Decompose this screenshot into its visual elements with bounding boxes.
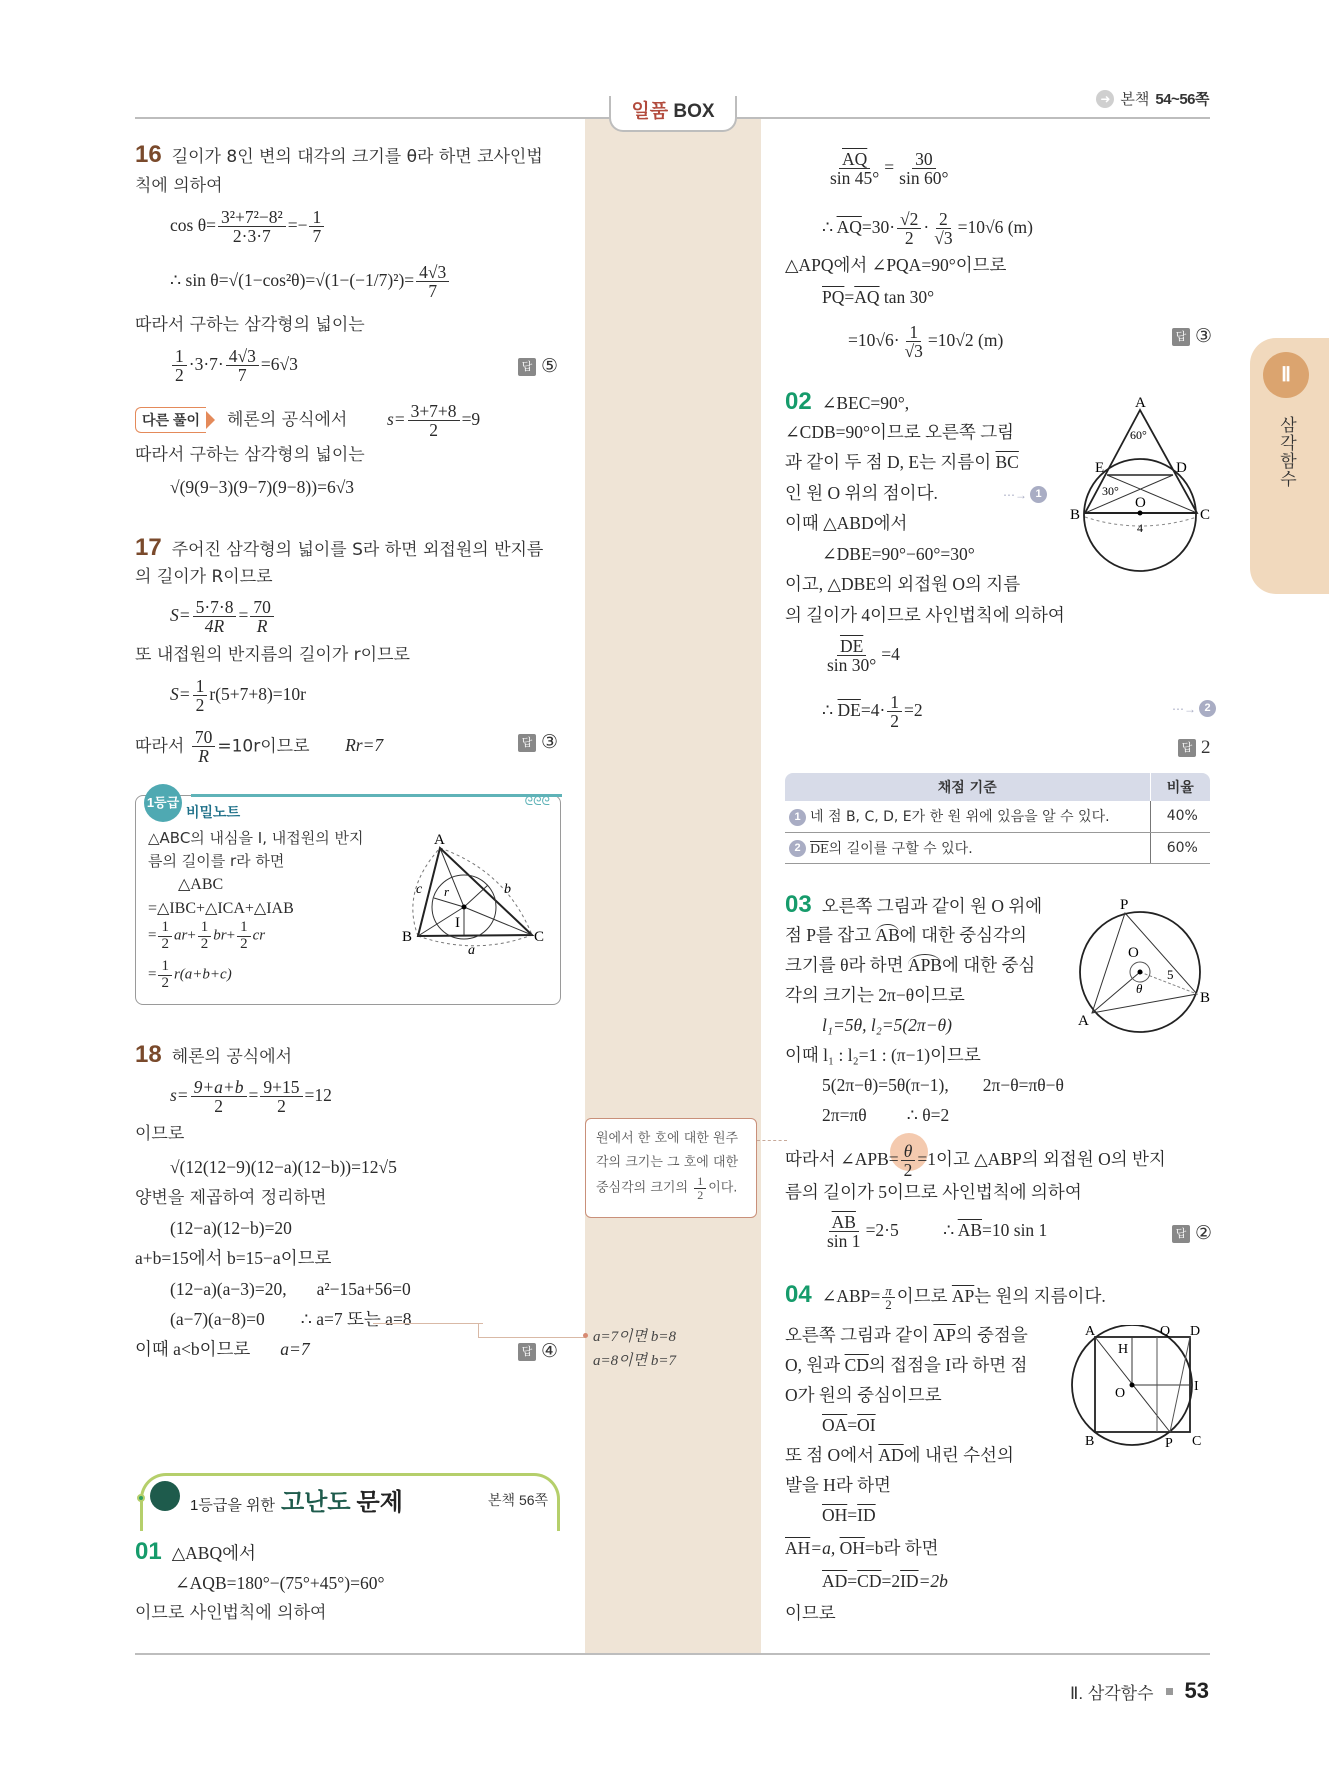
circle-figure-03 bbox=[1070, 895, 1230, 1045]
secret-note-title: 비밀노트 bbox=[186, 804, 241, 820]
svg-text:B: B bbox=[1070, 507, 1081, 523]
square-circle-figure-04 bbox=[1070, 1325, 1230, 1460]
svg-text:C: C bbox=[534, 929, 545, 945]
note-eq-terms: = $\frac{1}{2}$ ar+ $\frac{1}{2}$ br+ $\frac{1}{2}$ cr bbox=[148, 919, 266, 952]
svg-text:r: r bbox=[444, 884, 450, 899]
problem-number: 18 bbox=[135, 1041, 162, 1068]
problem-number: 16 bbox=[135, 141, 162, 168]
svg-text:A: A bbox=[1085, 1325, 1096, 1339]
p02-line5: 이때 △ABD에서 bbox=[785, 513, 908, 533]
svg-text:θ: θ bbox=[1136, 981, 1143, 996]
p01-eq-aq: ∴ $\overline{AQ}=30\cdot$ $\frac{√2}{2}$ · $\frac{2}{√3}$ =10√6 (m) bbox=[822, 209, 1033, 249]
other-solution-eq: √(9(9−3)(9−7)(9−8))=6√3 bbox=[170, 477, 355, 497]
p18-eq1: s= $\frac{9+a+b}{2}$ = $\frac{9+15}{2}$ =12 bbox=[170, 1077, 332, 1117]
svg-text:A: A bbox=[434, 832, 445, 848]
p04-eq2: $\overline{OH}=\overline{ID}$ bbox=[822, 1505, 876, 1525]
p01-line2: 이므로 사인법칙에 의하여 bbox=[135, 1603, 327, 1623]
p04-line5: 또 점 O에서 $\overline{AD}$에 내린 수선의 bbox=[785, 1445, 1014, 1465]
p18-eq4: (12−a)(a−3)=20, a²−15a+56=0 bbox=[170, 1279, 411, 1299]
p04-eq4: $\overline{AD}=\overline{CD}=2\overline{ID}=2b$ bbox=[822, 1571, 948, 1591]
bottom-rule bbox=[135, 1653, 1210, 1655]
hard-section-ref: 본책 56쪽 bbox=[488, 1492, 549, 1508]
p03-line2: 점 P를 잡고 AB에 대한 중심각의 bbox=[785, 925, 1027, 945]
p01-eq-pq: $\overline{PQ}=\overline{AQ}$ tan 30° bbox=[822, 287, 935, 307]
p01-eq-sine: $\frac{\overline{AQ}}{\sin 45^\circ}$ = $\frac{30}{\sin 60^\circ}$ bbox=[830, 149, 949, 189]
p04-line4: O가 원의 중심이므로 bbox=[785, 1385, 942, 1405]
p16-answer: 답 ⑤ bbox=[518, 355, 558, 378]
page-number: 53 bbox=[1184, 1678, 1209, 1703]
p03-eq2: 5(2π−θ)=5θ(π−1), 2π−θ=πθ−θ bbox=[822, 1075, 1064, 1095]
page-ref-pages: 54~56쪽 bbox=[1155, 91, 1209, 108]
table-row: 1 네 점 B, C, D, E가 한 원 위에 있음을 알 수 있다. 40% bbox=[785, 801, 1210, 832]
problem-number: 03 bbox=[785, 891, 812, 918]
p02-line6: 이고, △DBE의 외접원 O의 지름 bbox=[785, 574, 1021, 594]
grading-header-criteria: 채점 기준 bbox=[785, 773, 1150, 801]
other-solution: 다른 풀이 헤론의 공식에서 s= $\frac{3+7+8}{2}$ =9 bbox=[135, 402, 480, 440]
square-bullet-icon bbox=[1166, 1688, 1173, 1695]
svg-text:60°: 60° bbox=[1130, 428, 1147, 442]
p02-line1: 02 ∠BEC=90°, bbox=[785, 388, 910, 415]
problem-number: 17 bbox=[135, 534, 162, 561]
p18-line4: a+b=15에서 b=15−a이므로 bbox=[135, 1248, 332, 1268]
svg-text:I: I bbox=[455, 915, 460, 931]
p18-line5: 이때 a<b이므로 a=7 bbox=[135, 1339, 310, 1359]
other-solution-line2: 따라서 구하는 삼각형의 넓이는 bbox=[135, 445, 365, 465]
p17-eq1: S= $\frac{5\cdot 7\cdot 8}{4R}$ = $\frac{70}{R}$ bbox=[170, 598, 276, 636]
p01-line-apq: △APQ에서 ∠PQA=90°이므로 bbox=[785, 255, 1007, 275]
p17-line2: 의 길이가 R이므로 bbox=[135, 567, 273, 587]
p01-eq-pq2: =10√6· $\frac{1}{√3}$ =10√2 (m) bbox=[848, 322, 1004, 362]
step-marker-2: ⋯→ 2 bbox=[1172, 700, 1220, 717]
p04-eq1: $\overline{OA}=\overline{OI}$ bbox=[822, 1415, 876, 1435]
svg-text:O: O bbox=[1115, 1386, 1126, 1401]
svg-text:A: A bbox=[1078, 1013, 1089, 1029]
p17-line3: 또 내접원의 반지름의 길이가 r이므로 bbox=[135, 645, 410, 665]
incircle-triangle-figure bbox=[386, 831, 556, 961]
p01-answer: 답 ③ bbox=[1172, 325, 1212, 348]
memo-a-b-values: a=7이면 b=8 a=8이면 b=7 bbox=[593, 1329, 676, 1369]
p16-eq2: ∴ sin θ=√(1−cos²θ)=√(1−(−1/7)²)= $\frac{4√3}{7}$ bbox=[170, 263, 451, 301]
p02-answer: 답 2 bbox=[1178, 737, 1211, 759]
other-solution-badge: 다른 풀이 bbox=[135, 407, 206, 433]
p03-line1: 03 오른쪽 그림과 같이 원 O 위에 bbox=[785, 891, 1043, 918]
svg-text:B: B bbox=[1200, 990, 1211, 1006]
grading-header-ratio: 비율 bbox=[1150, 773, 1210, 801]
svg-text:E: E bbox=[1095, 460, 1105, 476]
p02-line2: ∠CDB=90°이므로 오른쪽 그림 bbox=[785, 422, 1015, 442]
svg-text:c: c bbox=[416, 882, 423, 897]
chapter-title: 삼각함수 bbox=[1277, 416, 1296, 488]
svg-text:O: O bbox=[1135, 495, 1146, 511]
arc-label: AB bbox=[875, 925, 900, 945]
margin-column bbox=[585, 118, 761, 1654]
p17-line4: 따라서 $\frac{70}{R}$ =10r이므로 Rr=7 bbox=[135, 727, 384, 767]
svg-text:P: P bbox=[1120, 897, 1129, 913]
p03-line3: 크기를 θ라 하면 APB에 대한 중심 bbox=[785, 955, 1036, 975]
problem-number: 01 bbox=[135, 1538, 162, 1565]
p18-line2: 이므로 bbox=[135, 1124, 185, 1144]
decoration-icon: ᘓᘓᘓ bbox=[524, 794, 550, 808]
hard-section-title: 1등급을 위한 고난도 문제 bbox=[190, 1489, 403, 1516]
svg-text:H: H bbox=[1118, 1342, 1129, 1357]
p03-eq1: l₁=5θ, l₂=5(2π−θ) bbox=[822, 1015, 952, 1035]
p04-eq3: $\overline{AH}=a$, $\overline{OH}=b$라 하면 bbox=[785, 1538, 939, 1558]
svg-text:B: B bbox=[1085, 1434, 1095, 1449]
page-ref-label: 본책 bbox=[1120, 91, 1150, 108]
p18-eq5: (a−7)(a−8)=0 ∴ a=7 또는 a=8 bbox=[170, 1309, 412, 1329]
box-title-dark: BOX bbox=[673, 101, 715, 122]
p17-answer: 답 ③ bbox=[518, 731, 558, 754]
p18-line3: 양변을 제곱하여 정리하면 bbox=[135, 1188, 327, 1208]
problem-number: 02 bbox=[785, 388, 812, 415]
p16-eq1: cos θ= $\frac{\text{3²+7²−8²}}{2\cdot 3\cdot 7}$ =− $\frac{1}{7}$ bbox=[170, 208, 326, 246]
step-marker-1: ⋯→ 1 bbox=[1003, 486, 1051, 503]
problem-number: 04 bbox=[785, 1281, 812, 1308]
p02-eq3: ∴ $\overline{DE}=4\cdot$ $\frac{1}{2}$ =2 bbox=[822, 692, 923, 732]
chapter-side-tab[interactable] bbox=[1250, 338, 1329, 594]
p02-line4: 인 원 O 위의 점이다. bbox=[785, 483, 938, 503]
p04-line6: 발을 H라 하면 bbox=[785, 1475, 891, 1495]
p01-eq1: ∠AQB=180°−(75°+45°)=60° bbox=[175, 1573, 385, 1593]
p03-line6: 따라서 ∠APB= $\frac{\theta}{2}$ =1이고 △ABP의 외접원 O의 반지 bbox=[785, 1141, 1166, 1181]
svg-text:30°: 30° bbox=[1102, 484, 1119, 498]
grading-table bbox=[785, 773, 1210, 864]
svg-text:O: O bbox=[1128, 945, 1139, 961]
svg-text:D: D bbox=[1190, 1325, 1201, 1339]
p04-line3: O, 원과 $\overline{CD}$의 접점을 I라 하면 점 bbox=[785, 1355, 1028, 1375]
p17-line1: 17 주어진 삼각형의 넓이를 S라 하면 외접원의 반지름 bbox=[135, 534, 544, 561]
p03-line4: 각의 크기는 2π−θ이므로 bbox=[785, 985, 965, 1005]
box-title-red: 일품 bbox=[631, 101, 669, 122]
p17-eq2: S= $\frac{1}{2}$ r(5+7+8)=10r bbox=[170, 676, 306, 716]
chapter-numeral: Ⅱ bbox=[1263, 352, 1309, 398]
secret-note-box: 1등급 비밀노트 ᘓᘓᘓ △ABC의 내심을 I, 내접원의 반지 름의 길이를 r라 하면 △ABC =△IBC+△ICA+△IAB = $\frac{1}{2}$ ar+ $\frac{1}{2}$ br+ $\frac{1}{2}$ cr = $\frac{1}{2}$ r(a+b+c) A B C I a b c r bbox=[135, 795, 561, 1005]
svg-text:A: A bbox=[1135, 395, 1146, 411]
page-reference bbox=[1096, 88, 1209, 109]
svg-text:C: C bbox=[1200, 507, 1211, 523]
table-row: 2 $\overline{DE}$의 길이를 구할 수 있다. 60% bbox=[785, 832, 1210, 863]
p04-line1: 04 ∠ABP= $\frac{\pi}{2}$ 이므로 $\overline{AP}$는 원의 지름이다. bbox=[785, 1281, 1106, 1313]
p02-eq1: ∠DBE=90°−60°=30° bbox=[822, 544, 975, 564]
p16-line2: 칙에 의하여 bbox=[135, 176, 223, 196]
p18-line1: 18 헤론의 공식에서 bbox=[135, 1041, 293, 1068]
p02-line7: 의 길이가 4이므로 사인법칙에 의하여 bbox=[785, 605, 1065, 625]
svg-text:4: 4 bbox=[1137, 521, 1143, 535]
arrow-circle-icon: ➜ bbox=[1096, 90, 1114, 108]
svg-text:a: a bbox=[468, 943, 475, 958]
p04-line7: 이므로 bbox=[785, 1603, 836, 1623]
box-tab bbox=[609, 96, 737, 132]
p04-line2: 오른쪽 그림과 같이 $\overline{AP}$의 중점을 bbox=[785, 1325, 1028, 1345]
triangle-right-icon bbox=[206, 411, 215, 429]
p02-eq2: $\frac{\overline{DE}}{\sin 30^\circ}$ =4 bbox=[827, 636, 900, 676]
svg-text:5: 5 bbox=[1167, 967, 1174, 982]
p18-eq3: (12−a)(12−b)=20 bbox=[170, 1218, 292, 1238]
connector-line bbox=[478, 1324, 585, 1338]
svg-text:C: C bbox=[1192, 1434, 1202, 1449]
svg-text:b: b bbox=[504, 882, 511, 897]
p03-answer: 답 ② bbox=[1172, 1222, 1212, 1245]
svg-text:P: P bbox=[1165, 1436, 1173, 1451]
svg-text:I: I bbox=[1194, 1379, 1199, 1394]
memo-inscribed-angle: 원에서 한 호에 대한 원주 각의 크기는 그 호에 대한 중심각의 크기의 $\frac{1}{2}$ 이다. bbox=[585, 1118, 757, 1218]
p16-eq3: $\frac{1}{2}$ ·3·7· $\frac{4√3}{7}$ =6√3 bbox=[170, 347, 298, 385]
svg-text:B: B bbox=[402, 929, 413, 945]
p18-eq2: √(12(12−9)(12−a)(12−b))=12√5 bbox=[170, 1157, 397, 1177]
footer bbox=[1070, 1678, 1209, 1704]
desk-lamp-icon bbox=[150, 1481, 180, 1511]
p03-line7: 름의 길이가 5이므로 사인법칙에 의하여 bbox=[785, 1182, 1082, 1202]
p02-line3: 과 같이 두 점 D, E는 지름이 $\overline{BC}$ bbox=[785, 452, 1019, 472]
grade-badge: 1등급 bbox=[144, 784, 182, 822]
circle-triangle-figure-02 bbox=[1060, 395, 1220, 595]
p01-line1: 01 △ABQ에서 bbox=[135, 1538, 256, 1565]
p18-answer: 답 ④ bbox=[518, 1340, 558, 1363]
svg-text:Q: Q bbox=[1160, 1325, 1171, 1339]
footer-chapter: Ⅱ. 삼각함수 bbox=[1070, 1683, 1154, 1703]
p16-line1: 16 길이가 8인 변의 대각의 크기를 θ라 하면 코사인법 bbox=[135, 141, 543, 168]
p03-line5: 이때 l₁ : l₂=1 : (π−1)이므로 bbox=[785, 1045, 981, 1065]
p03-eq4: $\frac{\overline{AB}}{\sin 1}$ =2·5 ∴ $\overline{AB}=10$ sin 1 bbox=[827, 1212, 1048, 1252]
p16-line3: 따라서 구하는 삼각형의 넓이는 bbox=[135, 315, 365, 335]
svg-text:D: D bbox=[1176, 460, 1187, 476]
p03-eq3: 2π=πθ ∴ θ=2 bbox=[822, 1105, 950, 1125]
arc-label: APB bbox=[907, 955, 942, 975]
